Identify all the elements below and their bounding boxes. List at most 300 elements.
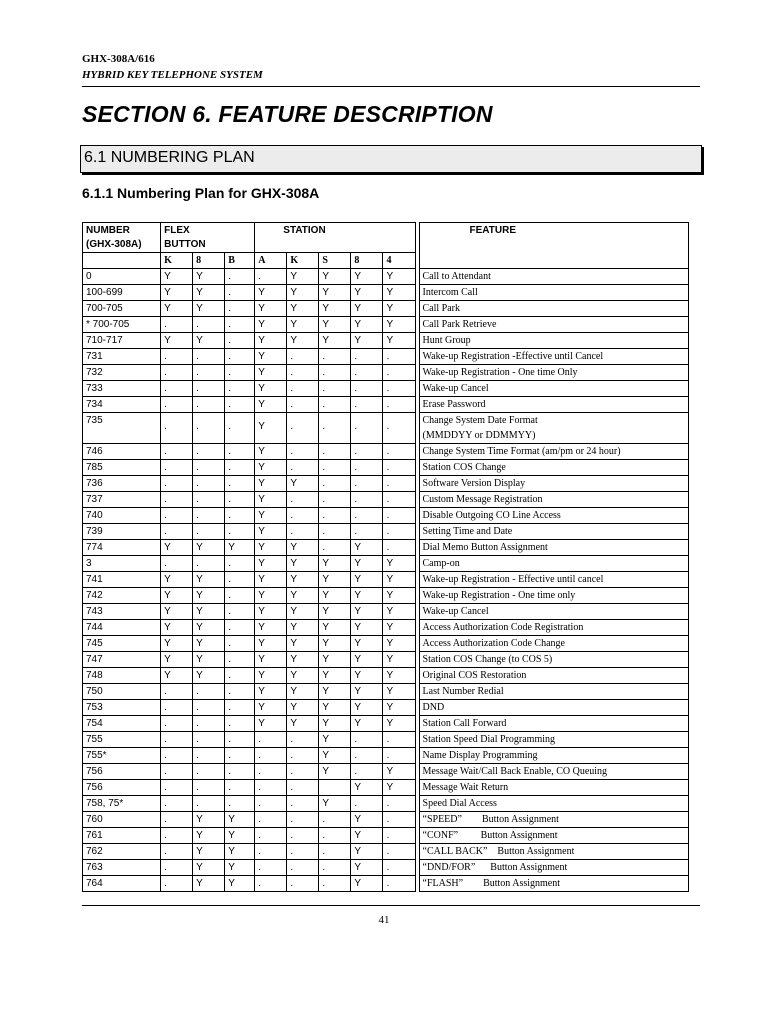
availability-cell: . [225, 748, 255, 764]
number-cell: 100-699 [83, 285, 161, 301]
availability-cell: Y [255, 381, 287, 397]
availability-cell: . [161, 748, 193, 764]
number-cell: 758, 75* [83, 796, 161, 812]
availability-cell: . [225, 588, 255, 604]
availability-cell: . [225, 365, 255, 381]
number-cell: 761 [83, 828, 161, 844]
availability-cell: . [351, 524, 383, 540]
availability-cell: . [225, 652, 255, 668]
table-row [83, 492, 689, 508]
numbering-plan-table [82, 222, 689, 892]
table-row [83, 780, 689, 796]
availability-cell [319, 780, 351, 796]
availability-cell: . [351, 508, 383, 524]
availability-cell: Y [193, 668, 225, 684]
availability-cell: . [193, 764, 225, 780]
availability-cell: Y [287, 668, 319, 684]
number-column-header [83, 223, 161, 253]
availability-cell: . [161, 460, 193, 476]
subcol-flex-8: 8 [193, 253, 225, 269]
availability-cell: . [383, 492, 415, 508]
feature-cell: Intercom Call [419, 285, 688, 301]
availability-cell: . [161, 812, 193, 828]
availability-cell: . [193, 524, 225, 540]
availability-cell: Y [351, 812, 383, 828]
availability-cell: Y [161, 604, 193, 620]
subsection-box [80, 145, 702, 173]
availability-cell: Y [225, 828, 255, 844]
feature-column-header: FEATURE [419, 223, 688, 269]
availability-cell: . [287, 381, 319, 397]
availability-cell: . [193, 748, 225, 764]
availability-cell: . [193, 317, 225, 333]
availability-cell: . [351, 764, 383, 780]
availability-cell: . [193, 349, 225, 365]
availability-cell: Y [319, 604, 351, 620]
availability-cell: Y [193, 540, 225, 556]
availability-cell: Y [319, 588, 351, 604]
availability-cell: . [351, 460, 383, 476]
feature-cell: Software Version Display [419, 476, 688, 492]
number-cell: 732 [83, 365, 161, 381]
table-row [83, 349, 689, 365]
availability-cell: Y [255, 652, 287, 668]
table-row [83, 636, 689, 652]
availability-cell: . [383, 540, 415, 556]
availability-cell: . [287, 508, 319, 524]
availability-cell: . [225, 285, 255, 301]
availability-cell: . [287, 397, 319, 413]
availability-cell: . [161, 716, 193, 732]
feature-cell: Station Speed Dial Programming [419, 732, 688, 748]
availability-cell: . [193, 732, 225, 748]
availability-cell: Y [255, 365, 287, 381]
header-divider [82, 86, 700, 87]
availability-cell: Y [351, 668, 383, 684]
table-row [83, 764, 689, 780]
availability-cell: Y [193, 333, 225, 349]
feature-cell: Wake-up Registration - Effective until cancel [419, 572, 688, 588]
availability-cell: . [161, 492, 193, 508]
table-row [83, 413, 689, 444]
subcol-station-s: S [319, 253, 351, 269]
availability-cell: Y [351, 876, 383, 892]
availability-cell: . [225, 397, 255, 413]
availability-cell: . [193, 492, 225, 508]
availability-cell: . [351, 397, 383, 413]
availability-cell: Y [193, 301, 225, 317]
availability-cell: Y [287, 301, 319, 317]
availability-cell: . [161, 764, 193, 780]
availability-cell: . [255, 780, 287, 796]
feature-cell: Message Wait/Call Back Enable, CO Queuing [419, 764, 688, 780]
availability-cell: Y [287, 269, 319, 285]
availability-cell: Y [319, 317, 351, 333]
availability-cell: . [161, 381, 193, 397]
availability-cell: . [161, 732, 193, 748]
availability-cell: Y [351, 780, 383, 796]
feature-cell: Wake-up Cancel [419, 381, 688, 397]
number-cell: 743 [83, 604, 161, 620]
availability-cell: . [225, 492, 255, 508]
feature-cell: Call Park [419, 301, 688, 317]
availability-cell: Y [255, 684, 287, 700]
availability-cell: Y [319, 716, 351, 732]
number-cell: 753 [83, 700, 161, 716]
sub-subsection-title: 6.1.1 Numbering Plan for GHX-308A [82, 185, 320, 201]
availability-cell: Y [383, 764, 415, 780]
doc-model-header: GHX-308A/616 [82, 53, 155, 65]
availability-cell: Y [351, 828, 383, 844]
availability-cell: . [161, 508, 193, 524]
feature-cell: Original COS Restoration [419, 668, 688, 684]
feature-cell: Call Park Retrieve [419, 317, 688, 333]
availability-cell: . [383, 397, 415, 413]
table-row [83, 444, 689, 460]
feature-cell: Dial Memo Button Assignment [419, 540, 688, 556]
number-cell: 747 [83, 652, 161, 668]
availability-cell: . [351, 365, 383, 381]
availability-cell: Y [193, 844, 225, 860]
table-row [83, 540, 689, 556]
availability-cell: Y [255, 460, 287, 476]
availability-cell: . [383, 748, 415, 764]
availability-cell: Y [351, 844, 383, 860]
availability-cell: Y [161, 588, 193, 604]
feature-cell: Custom Message Registration [419, 492, 688, 508]
availability-cell: . [383, 444, 415, 460]
availability-cell: . [319, 876, 351, 892]
availability-cell: . [319, 540, 351, 556]
availability-cell: Y [319, 269, 351, 285]
availability-cell: . [255, 828, 287, 844]
availability-cell: Y [287, 700, 319, 716]
availability-cell: . [161, 844, 193, 860]
feature-cell: Speed Dial Access [419, 796, 688, 812]
table-row [83, 572, 689, 588]
availability-cell: . [319, 828, 351, 844]
availability-cell: . [319, 844, 351, 860]
availability-cell: . [287, 444, 319, 460]
availability-cell: . [225, 317, 255, 333]
availability-cell: Y [193, 636, 225, 652]
availability-cell: . [225, 269, 255, 285]
number-cell: 745 [83, 636, 161, 652]
availability-cell: . [383, 476, 415, 492]
feature-cell: “SPEED” Button Assignment [419, 812, 688, 828]
availability-cell: Y [255, 301, 287, 317]
feature-cell: Call to Attendant [419, 269, 688, 285]
availability-cell: Y [351, 540, 383, 556]
number-cell: 754 [83, 716, 161, 732]
availability-cell: Y [351, 620, 383, 636]
availability-cell: . [225, 604, 255, 620]
number-header-label: NUMBER [86, 225, 130, 236]
availability-cell: Y [161, 652, 193, 668]
table-row [83, 860, 689, 876]
availability-cell: . [225, 413, 255, 444]
availability-cell: . [225, 620, 255, 636]
table-row [83, 508, 689, 524]
availability-cell: Y [255, 317, 287, 333]
table-row [83, 333, 689, 349]
availability-cell: Y [351, 572, 383, 588]
availability-cell: Y [383, 317, 415, 333]
availability-cell: Y [161, 540, 193, 556]
availability-cell: Y [255, 444, 287, 460]
availability-cell: Y [319, 556, 351, 572]
availability-cell: . [383, 876, 415, 892]
availability-cell: . [225, 556, 255, 572]
subcol-station-k: K [287, 253, 319, 269]
availability-cell: Y [255, 572, 287, 588]
station-column-header: STATION [255, 223, 415, 253]
number-header-blank [83, 253, 161, 269]
number-cell: 785 [83, 460, 161, 476]
feature-cell: Setting Time and Date [419, 524, 688, 540]
availability-cell: . [351, 444, 383, 460]
availability-cell: . [161, 684, 193, 700]
availability-cell: . [193, 556, 225, 572]
availability-cell: . [351, 381, 383, 397]
availability-cell: . [161, 317, 193, 333]
availability-cell: Y [287, 317, 319, 333]
number-cell: 756 [83, 780, 161, 796]
availability-cell: Y [193, 572, 225, 588]
availability-cell: Y [287, 556, 319, 572]
availability-cell: Y [193, 812, 225, 828]
availability-cell: . [319, 524, 351, 540]
availability-cell: . [161, 524, 193, 540]
table-row [83, 524, 689, 540]
section-title: SECTION 6. FEATURE DESCRIPTION [82, 101, 493, 127]
subcol-station-a: A [255, 253, 287, 269]
availability-cell: . [287, 876, 319, 892]
availability-cell: Y [161, 285, 193, 301]
availability-cell: . [351, 732, 383, 748]
availability-cell: . [161, 780, 193, 796]
feature-cell: Wake-up Registration - One time only [419, 588, 688, 604]
availability-cell: . [255, 764, 287, 780]
availability-cell: . [255, 732, 287, 748]
availability-cell: Y [383, 620, 415, 636]
availability-cell: Y [351, 684, 383, 700]
table-row [83, 588, 689, 604]
availability-cell: . [193, 476, 225, 492]
availability-cell: . [319, 413, 351, 444]
availability-cell: Y [351, 716, 383, 732]
availability-cell: . [351, 796, 383, 812]
availability-cell: Y [225, 860, 255, 876]
availability-cell: . [287, 828, 319, 844]
feature-cell: Access Authorization Code Registration [419, 620, 688, 636]
subsection-title: 6.1 NUMBERING PLAN [84, 149, 255, 166]
subcol-station-8: 8 [351, 253, 383, 269]
availability-cell: . [319, 860, 351, 876]
number-cell: 736 [83, 476, 161, 492]
availability-cell: Y [225, 540, 255, 556]
availability-cell: . [255, 812, 287, 828]
flex-header-sublabel: BUTTON [164, 239, 206, 250]
subcol-station-4: 4 [383, 253, 415, 269]
availability-cell: Y [161, 572, 193, 588]
availability-cell: Y [287, 716, 319, 732]
availability-cell: Y [383, 301, 415, 317]
availability-cell: Y [351, 604, 383, 620]
table-row [83, 301, 689, 317]
table-row [83, 381, 689, 397]
availability-cell: . [225, 764, 255, 780]
availability-cell: . [193, 397, 225, 413]
availability-cell: Y [193, 860, 225, 876]
availability-cell: Y [351, 556, 383, 572]
availability-cell: . [287, 844, 319, 860]
availability-cell: . [161, 860, 193, 876]
table-row [83, 844, 689, 860]
availability-cell: . [287, 764, 319, 780]
availability-cell: Y [161, 301, 193, 317]
availability-cell: Y [255, 716, 287, 732]
number-cell: 735 [83, 413, 161, 444]
availability-cell: . [161, 828, 193, 844]
availability-cell: . [225, 796, 255, 812]
availability-cell: Y [319, 748, 351, 764]
number-cell: 762 [83, 844, 161, 860]
availability-cell: . [225, 668, 255, 684]
availability-cell: Y [255, 604, 287, 620]
feature-cell: Hunt Group [419, 333, 688, 349]
availability-cell: Y [287, 684, 319, 700]
availability-cell: . [287, 732, 319, 748]
availability-cell: Y [193, 876, 225, 892]
availability-cell: . [225, 349, 255, 365]
availability-cell: Y [255, 540, 287, 556]
availability-cell: Y [351, 652, 383, 668]
table-row [83, 748, 689, 764]
availability-cell: . [225, 508, 255, 524]
availability-cell: . [193, 444, 225, 460]
availability-cell: . [287, 748, 319, 764]
number-cell: 774 [83, 540, 161, 556]
availability-cell: Y [161, 620, 193, 636]
feature-cell: Station COS Change [419, 460, 688, 476]
availability-cell: Y [193, 588, 225, 604]
availability-cell: . [161, 700, 193, 716]
feature-cell: “CONF” Button Assignment [419, 828, 688, 844]
availability-cell: . [161, 476, 193, 492]
availability-cell: . [287, 349, 319, 365]
availability-cell: Y [255, 397, 287, 413]
availability-cell: . [161, 796, 193, 812]
feature-cell: Disable Outgoing CO Line Access [419, 508, 688, 524]
availability-cell: Y [255, 588, 287, 604]
availability-cell: . [319, 397, 351, 413]
availability-cell: . [287, 365, 319, 381]
availability-cell: Y [319, 796, 351, 812]
feature-cell: Camp-on [419, 556, 688, 572]
feature-cell: “FLASH” Button Assignment [419, 876, 688, 892]
feature-cell: “CALL BACK” Button Assignment [419, 844, 688, 860]
availability-cell: Y [351, 269, 383, 285]
doc-system-header: HYBRID KEY TELEPHONE SYSTEM [82, 69, 263, 81]
availability-cell: . [287, 780, 319, 796]
flex-button-column-header [161, 223, 255, 253]
number-cell: 734 [83, 397, 161, 413]
availability-cell: Y [287, 588, 319, 604]
availability-cell: Y [383, 716, 415, 732]
availability-cell: Y [383, 604, 415, 620]
feature-cell: Wake-up Cancel [419, 604, 688, 620]
availability-cell: Y [319, 652, 351, 668]
feature-cell: Wake-up Registration -Effective until Cancel [419, 349, 688, 365]
number-cell: 748 [83, 668, 161, 684]
availability-cell: . [383, 349, 415, 365]
availability-cell: Y [193, 620, 225, 636]
availability-cell: Y [319, 636, 351, 652]
number-cell: 763 [83, 860, 161, 876]
availability-cell: . [225, 700, 255, 716]
availability-cell: . [319, 492, 351, 508]
availability-cell: . [351, 476, 383, 492]
availability-cell: . [225, 333, 255, 349]
availability-cell: . [383, 812, 415, 828]
availability-cell: . [225, 381, 255, 397]
availability-cell: . [287, 413, 319, 444]
availability-cell: Y [351, 285, 383, 301]
availability-cell: . [351, 349, 383, 365]
feature-cell: Erase Password [419, 397, 688, 413]
availability-cell: . [225, 716, 255, 732]
availability-cell: Y [161, 668, 193, 684]
availability-cell: . [287, 524, 319, 540]
availability-cell: . [383, 828, 415, 844]
number-cell: 764 [83, 876, 161, 892]
availability-cell: Y [193, 652, 225, 668]
availability-cell: Y [287, 333, 319, 349]
availability-cell: . [255, 844, 287, 860]
availability-cell: . [193, 700, 225, 716]
table-row [83, 604, 689, 620]
feature-cell: Wake-up Registration - One time Only [419, 365, 688, 381]
availability-cell: Y [161, 636, 193, 652]
availability-cell: . [255, 860, 287, 876]
availability-cell: . [193, 381, 225, 397]
availability-cell: Y [319, 301, 351, 317]
availability-cell: Y [287, 652, 319, 668]
table-row [83, 700, 689, 716]
availability-cell: Y [287, 476, 319, 492]
number-cell: 739 [83, 524, 161, 540]
number-cell: 742 [83, 588, 161, 604]
availability-cell: . [383, 365, 415, 381]
availability-cell: . [383, 460, 415, 476]
availability-cell: . [193, 716, 225, 732]
availability-cell: Y [319, 684, 351, 700]
feature-cell: Station Call Forward [419, 716, 688, 732]
availability-cell: . [383, 844, 415, 860]
availability-cell: . [383, 524, 415, 540]
flex-header-label: FLEX [164, 225, 190, 236]
feature-cell: Last Number Redial [419, 684, 688, 700]
availability-cell: . [225, 444, 255, 460]
availability-cell: Y [255, 476, 287, 492]
availability-cell: Y [383, 780, 415, 796]
feature-cell: “DND/FOR” Button Assignment [419, 860, 688, 876]
availability-cell: . [255, 796, 287, 812]
table-row [83, 365, 689, 381]
availability-cell: Y [383, 684, 415, 700]
number-cell: 700-705 [83, 301, 161, 317]
